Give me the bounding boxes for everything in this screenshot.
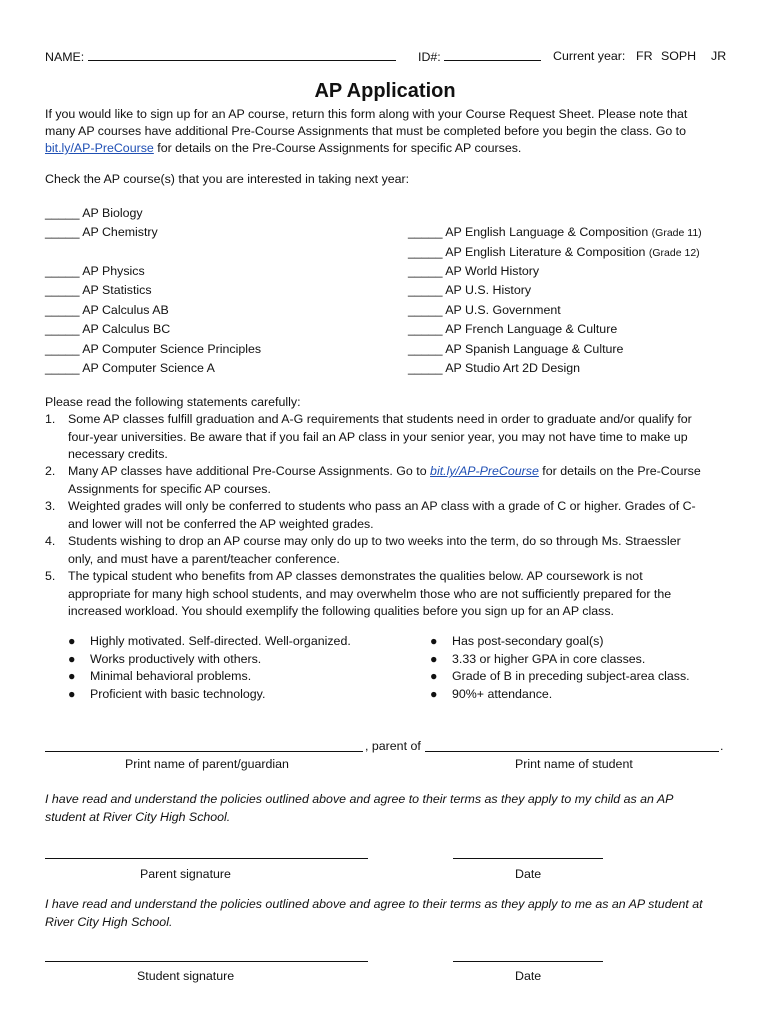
course-blank[interactable]: _____: [45, 264, 80, 278]
course-item[interactable]: _____ AP Calculus AB: [45, 303, 169, 317]
course-blank[interactable]: _____: [408, 245, 443, 259]
statement-4: 4. Students wishing to drop an AP course may only do up to two weeks into the term, do so through Ms. Straessler: [45, 534, 681, 548]
quality-item: ● Highly motivated. Self-directed. Well-organized.: [68, 634, 351, 648]
parent-agreement-line-1: I have read and understand the policies outlined above and agree to their terms as they apply to my child as an AP: [45, 792, 674, 806]
student-agreement-line-2: River City High School.: [45, 915, 173, 929]
course-item[interactable]: _____ AP Calculus BC: [45, 322, 171, 336]
course-item[interactable]: _____ AP U.S. Government: [408, 303, 561, 317]
bullet-icon: ●: [430, 687, 438, 701]
year-option-soph[interactable]: SOPH: [661, 49, 697, 63]
precourse-link[interactable]: bit.ly/AP-PreCourse: [45, 141, 154, 155]
student-agreement-line-1: I have read and understand the policies outlined above and agree to their terms as they apply to me as an AP student at: [45, 897, 703, 911]
current-year-label: Current year:: [553, 49, 626, 63]
page-title: AP Application: [314, 80, 456, 102]
id-row: [418, 48, 541, 66]
course-item[interactable]: _____ AP Physics: [45, 264, 145, 278]
statement-5-line-2: appropriate for many high school students, and may overwhelm those who are not sufficiently prepared for the: [68, 587, 672, 601]
student-name-caption: Print name of student: [515, 757, 633, 771]
course-item[interactable]: _____ AP Studio Art 2D Design: [408, 361, 581, 375]
year-option-fr[interactable]: FR: [636, 49, 653, 63]
statement-3-line-2: and lower will not be conferred the AP weighted grades.: [68, 517, 374, 531]
statement-2: 2. Many AP classes have additional Pre-Course Assignments. Go to bit.ly/AP-PreCourse for details on the Pre-Course: [45, 464, 701, 478]
course-blank[interactable]: _____: [45, 206, 80, 220]
statement-1-line-3: necessary credits.: [68, 447, 168, 461]
statement-1-line-2: four-year universities. Be aware that if you fail an AP class in your senior year, you may not have time to make up: [68, 430, 688, 444]
grade-note: (Grade 12): [648, 247, 700, 259]
quality-item: ● 3.33 or higher GPA in core classes.: [430, 652, 646, 666]
bullet-icon: ●: [68, 669, 76, 683]
name-row: [45, 48, 396, 66]
parent-name-caption: Print name of parent/guardian: [125, 757, 289, 771]
course-blank[interactable]: _____: [45, 361, 80, 375]
course-item[interactable]: _____ AP Spanish Language & Culture: [408, 342, 624, 356]
intro-line-1: If you would like to sign up for an AP course, return this form along with your Course Request Sheet. Please note that: [45, 107, 688, 121]
student-date-field[interactable]: [453, 961, 603, 962]
bullet-icon: ●: [430, 652, 438, 666]
quality-item: ● 90%+ attendance.: [430, 687, 553, 701]
course-blank[interactable]: _____: [408, 303, 443, 317]
id-label: ID#:: [418, 50, 441, 64]
bullet-icon: ●: [68, 634, 76, 648]
statement-3: 3. Weighted grades will only be conferred to students who pass an AP class with a grade of C or higher. Grades of C-: [45, 499, 696, 513]
parent-of-connector: , parent of: [365, 739, 421, 753]
course-blank[interactable]: _____: [408, 322, 443, 336]
grade-note: (Grade 11): [651, 227, 702, 239]
course-item[interactable]: _____ AP Statistics: [45, 283, 152, 297]
course-blank[interactable]: _____: [408, 264, 443, 278]
bullet-icon: ●: [68, 687, 76, 701]
course-item[interactable]: _____ AP English Language & Composition (Grade 11): [408, 225, 702, 239]
id-field[interactable]: [444, 48, 541, 61]
parent-date-caption: Date: [515, 867, 542, 881]
intro-line-3-rest: for details on the Pre-Course Assignments for specific AP courses.: [153, 141, 522, 155]
course-blank[interactable]: _____: [45, 322, 80, 336]
course-blank[interactable]: _____: [408, 342, 443, 356]
intro-line-2: many AP courses have additional Pre-Course Assignments that must be completed before you begin the class. Go to: [45, 124, 686, 138]
quality-item: ● Has post-secondary goal(s): [430, 634, 604, 648]
intro-line-3: [45, 140, 521, 157]
name-label: NAME:: [45, 50, 85, 64]
course-item[interactable]: _____ AP U.S. History: [408, 283, 532, 297]
course-blank[interactable]: _____: [45, 225, 80, 239]
quality-item: ● Proficient with basic technology.: [68, 687, 266, 701]
student-date-caption: Date: [515, 969, 542, 983]
parent-signature-field[interactable]: [45, 858, 368, 859]
quality-item: ● Grade of B in preceding subject-area class.: [430, 669, 690, 683]
student-signature-caption: Student signature: [137, 969, 235, 983]
student-name-field[interactable]: [425, 751, 719, 752]
statement-4-line-2: only, and must have a parent/teacher conference.: [68, 552, 340, 566]
statements-heading: Please read the following statements carefully:: [45, 395, 301, 409]
parent-name-field[interactable]: [45, 751, 363, 752]
course-blank[interactable]: _____: [408, 225, 443, 239]
course-blank[interactable]: _____: [45, 303, 80, 317]
parent-agreement-line-2: student at River City High School.: [45, 810, 231, 824]
bullet-icon: ●: [68, 652, 76, 666]
year-option-jr[interactable]: JR: [711, 49, 727, 63]
course-item[interactable]: _____ AP Computer Science A: [45, 361, 215, 375]
course-item[interactable]: _____ AP Computer Science Principles: [45, 342, 262, 356]
student-signature-field[interactable]: [45, 961, 368, 962]
quality-item: ● Works productively with others.: [68, 652, 262, 666]
precourse-link-2[interactable]: bit.ly/AP-PreCourse: [430, 464, 539, 478]
check-prompt: Check the AP course(s) that you are interested in taking next year:: [45, 172, 410, 186]
bullet-icon: ●: [430, 669, 438, 683]
course-item[interactable]: _____ AP World History: [408, 264, 540, 278]
bullet-icon: ●: [430, 634, 438, 648]
course-blank[interactable]: _____: [408, 283, 443, 297]
course-item[interactable]: _____ AP Biology: [45, 206, 143, 220]
course-blank[interactable]: _____: [45, 342, 80, 356]
course-item[interactable]: _____ AP English Literature & Composition (Grade 12): [408, 245, 700, 259]
statement-2-line-2: Assignments for specific AP courses.: [68, 482, 271, 496]
statement-1: 1. Some AP classes fulfill graduation and A-G requirements that students need in order to graduate and/or qualify for: [45, 412, 692, 426]
parent-date-field[interactable]: [453, 858, 603, 859]
course-blank[interactable]: _____: [408, 361, 443, 375]
parent-signature-caption: Parent signature: [140, 867, 231, 881]
course-item[interactable]: _____ AP Chemistry: [45, 225, 158, 239]
parent-of-end: .: [720, 739, 724, 753]
statement-5: 5. The typical student who benefits from AP classes demonstrates the qualities below. AP coursework is not: [45, 569, 643, 583]
course-item[interactable]: _____ AP French Language & Culture: [408, 322, 618, 336]
course-blank[interactable]: _____: [45, 283, 80, 297]
quality-item: ● Minimal behavioral problems.: [68, 669, 252, 683]
statement-5-line-3: increased workload. You should exemplify the following qualities before you sign up for an AP class.: [68, 604, 614, 618]
name-field[interactable]: [88, 48, 396, 61]
